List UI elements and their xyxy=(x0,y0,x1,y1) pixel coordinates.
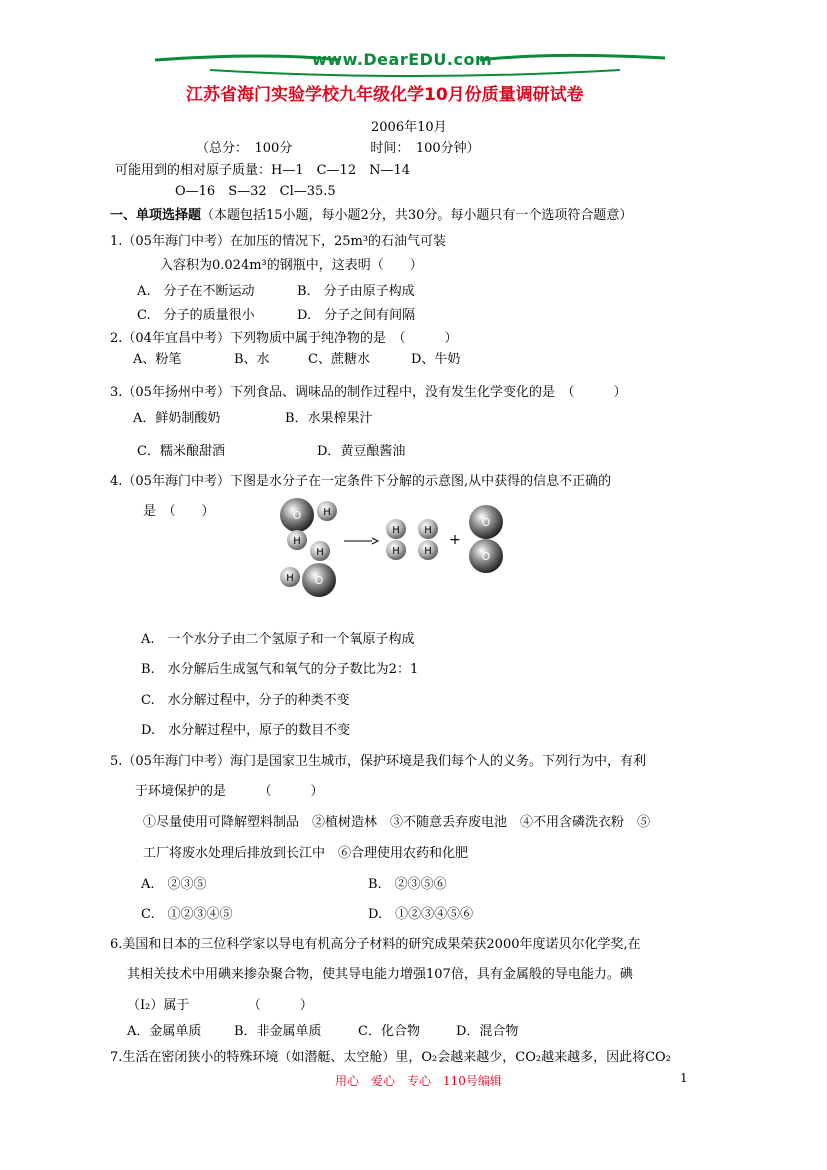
q3-option-c: C．糯米酿甜酒 xyxy=(137,444,225,459)
q3-option-d: D．黄豆酿酱油 xyxy=(317,444,406,459)
hydrogen-molecule-1 xyxy=(386,519,406,560)
q4-option-b: B. 水分解后生成氢气和氧气的分子数比为2：1 xyxy=(141,662,419,677)
q1-stem-line2: 入容积为0.024m³的钢瓶中，这表明（ ） xyxy=(160,258,423,273)
q6-option-c: C．化合物 xyxy=(358,1024,420,1039)
oxygen-label: O xyxy=(314,574,324,587)
q5-stem-line4: 工厂将废水处理后排放到长江中 ⑥合理使用农药和化肥 xyxy=(143,846,469,861)
oxygen-molecule xyxy=(469,505,503,573)
q4-stem: 4.（05年海门中考）下图是水分子在一定条件下分解的示意图,从中获得的信息不正确的 xyxy=(110,474,612,489)
plus-sign: + xyxy=(449,532,461,548)
section-note: （本题包括15小题，每小题2分，共30分。每小题只有一个选项符合题意） xyxy=(201,208,633,223)
q2-option-d: D、牛奶 xyxy=(411,352,461,367)
q5-stem-line3: ①尽量使用可降解塑料制品 ②植树造林 ③不随意丢弃废电池 ④不用含磷洗衣粉 ⑤ xyxy=(143,815,651,830)
q6-option-a: A．金属单质 xyxy=(127,1024,202,1039)
q6-option-b: B．非金属单质 xyxy=(234,1024,322,1039)
q5-option-b: B. ②③⑤⑥ xyxy=(368,877,447,892)
water-decomposition-diagram xyxy=(272,493,522,603)
q4-option-d: D. 水分解过程中，原子的数目不变 xyxy=(141,723,351,738)
q3-option-a: A．鲜奶制酸奶 xyxy=(133,411,221,426)
footer-text: 用心 爱心 专心 110号编辑 xyxy=(335,1074,502,1088)
page-title: 江苏省海门实验学校九年级化学10月份质量调研试卷 xyxy=(186,85,584,105)
oxygen-label: O xyxy=(481,516,491,529)
q1-option-d: D. 分子之间有间隔 xyxy=(297,308,416,323)
header-url: www.DearEDU.com xyxy=(312,50,493,69)
q5-stem-line2: 于环境保护的是 （ ） xyxy=(135,784,324,799)
atomic-mass-line1: 可能用到的相对原子质量：H—1 C—12 N—14 xyxy=(115,163,411,178)
q5-option-d: D. ①②③④⑤⑥ xyxy=(368,907,474,922)
q7-stem-line1: 7.生活在密闭狭小的特殊环境（如潜艇、太空舱）里，O₂会越来越少，CO₂越来越多，因此将CO₂ xyxy=(110,1050,671,1065)
page-number: 1 xyxy=(680,1071,688,1085)
q6-option-d: D．混合物 xyxy=(456,1024,519,1039)
q3-stem: 3.（05年扬州中考）下列食品、调味品的制作过程中，没有发生化学变化的是 （ ） xyxy=(110,385,627,400)
q1-option-b: B. 分子由原子构成 xyxy=(297,284,415,299)
q3-option-b: B．水果榨果汁 xyxy=(285,411,373,426)
hydrogen-label: H xyxy=(316,547,324,558)
q2-option-c: C、蔗糖水 xyxy=(308,352,370,367)
oxygen-label: O xyxy=(292,509,302,522)
q6-stem-line1: 6.美国和日本的三位科学家以导电有机高分子材料的研究成果荣获2000年度诺贝尔化学奖,在 xyxy=(110,937,641,952)
water-molecule-1 xyxy=(280,498,337,550)
q1-option-a: A. 分子在不断运动 xyxy=(137,284,255,299)
q4-option-a: A. 一个水分子由二个氢原子和一个氧原子构成 xyxy=(141,632,415,647)
exam-date: 2006年10月 xyxy=(371,120,447,135)
q6-stem-line2: 其相关技术中用碘来掺杂聚合物，使其导电能力增强107倍，具有金属般的导电能力。碘 xyxy=(127,967,633,982)
hydrogen-label: H xyxy=(392,525,400,536)
q5-option-c: C. ①②③④⑤ xyxy=(141,907,233,922)
q6-stem-line3: （I₂）属于 （ ） xyxy=(127,998,313,1013)
q5-stem-line1: 5.（05年海门中考）海门是国家卫生城市，保护环境是我们每个人的义务。下列行为中，有利 xyxy=(110,754,646,769)
q1-option-c: C. 分子的质量很小 xyxy=(137,308,255,323)
water-molecule-2 xyxy=(280,541,336,597)
q4-option-c: C. 水分解过程中，分子的种类不变 xyxy=(141,693,350,708)
q5-option-a: A. ②③⑤ xyxy=(141,877,207,892)
hydrogen-label: H xyxy=(293,536,301,547)
q4-stem-line2: 是 （ ） xyxy=(143,504,215,519)
exam-info: （总分： 100分 时间： 100分钟） xyxy=(196,141,480,156)
q2-option-b: B、水 xyxy=(234,352,270,367)
q1-stem-line1: 1.（05年海门中考）在加压的情况下，25m³的石油气可装 xyxy=(110,234,447,249)
atomic-mass-line2: O—16 S—32 Cl—35.5 xyxy=(175,184,336,199)
hydrogen-label: H xyxy=(323,507,331,518)
q2-option-a: A、粉笔 xyxy=(133,352,182,367)
hydrogen-molecule-2 xyxy=(418,519,438,560)
header-banner xyxy=(150,48,670,84)
hydrogen-label: H xyxy=(424,525,432,536)
section-title: 一、单项选择题 xyxy=(110,208,202,223)
hydrogen-label: H xyxy=(392,546,400,557)
hydrogen-label: H xyxy=(286,573,294,584)
oxygen-label: O xyxy=(481,550,491,563)
section-heading xyxy=(110,204,632,223)
hydrogen-label: H xyxy=(424,546,432,557)
reaction-arrowhead xyxy=(372,538,378,544)
q2-stem: 2.（04年宜昌中考）下列物质中属于纯净物的是 （ ） xyxy=(110,331,458,346)
